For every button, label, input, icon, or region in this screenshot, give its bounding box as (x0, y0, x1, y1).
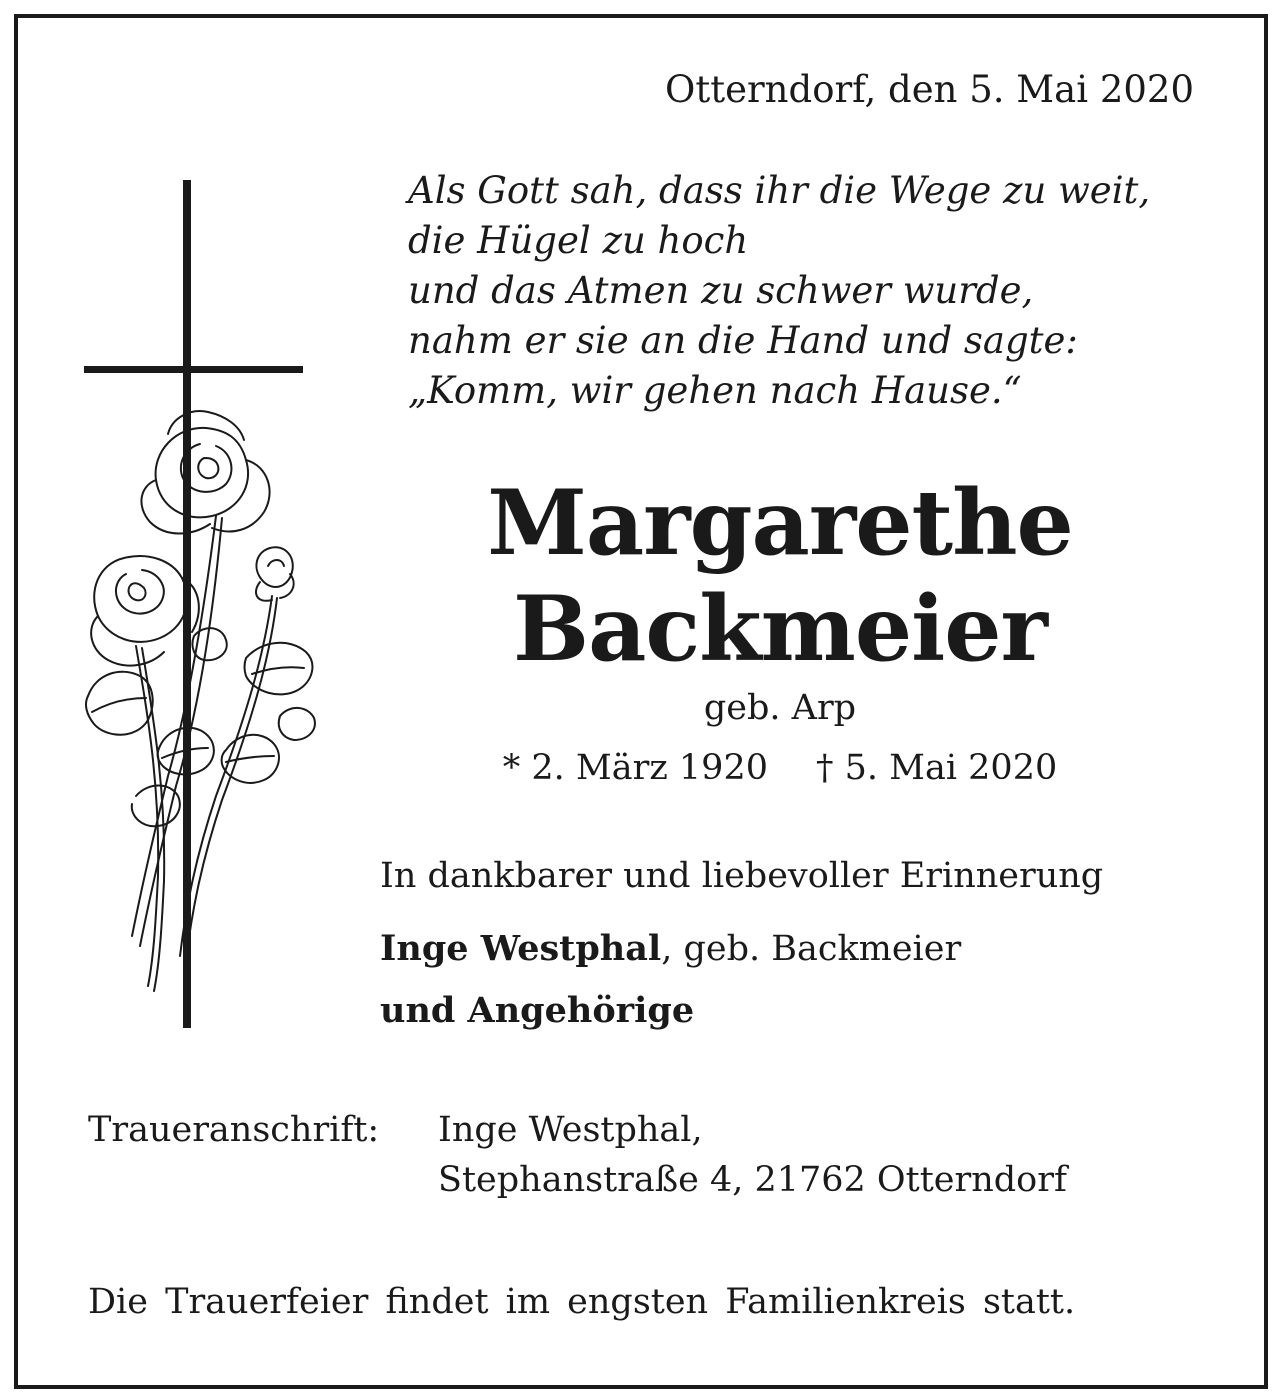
deceased-name (400, 470, 1160, 682)
life-dates (400, 748, 1160, 788)
mourner-suffix: , geb. Backmeier (661, 929, 962, 969)
poem-line: „Komm, wir gehen nach Hause.“ (408, 369, 1022, 412)
poem-line: die Hügel zu hoch (408, 219, 749, 262)
poem-line: Als Gott sah, dass ihr die Wege zu weit, (408, 169, 1151, 212)
address-line-2: Stephanstraße 4, 21762 Otterndorf (438, 1160, 1067, 1200)
address-label: Traueranschrift: (88, 1110, 380, 1150)
cross-with-roses-icon (76, 176, 336, 1036)
last-name: Backmeier (513, 576, 1047, 682)
place-date: Otterndorf, den 5. Mai 2020 (665, 68, 1194, 111)
birth-date: * 2. März 1920 (502, 748, 768, 788)
ceremony-note: Die Trauerfeier findet im engsten Familienkreis statt. (88, 1282, 1076, 1322)
mourner-name: Inge Westphal (380, 928, 662, 969)
memory-line: In dankbarer und liebevoller Erinnerung (380, 856, 1104, 896)
address-line-1: Inge Westphal, (438, 1110, 703, 1150)
first-name: Margarethe (487, 470, 1073, 576)
relatives-line: und Angehörige (380, 990, 695, 1031)
poem-line: nahm er sie an die Hand und sagte: (408, 319, 1078, 362)
mourner-line (380, 928, 961, 969)
maiden-name: geb. Arp (703, 688, 857, 728)
poem (408, 166, 1150, 416)
death-date: † 5. Mai 2020 (815, 748, 1058, 788)
poem-line: und das Atmen zu schwer wurde, (408, 269, 1034, 312)
